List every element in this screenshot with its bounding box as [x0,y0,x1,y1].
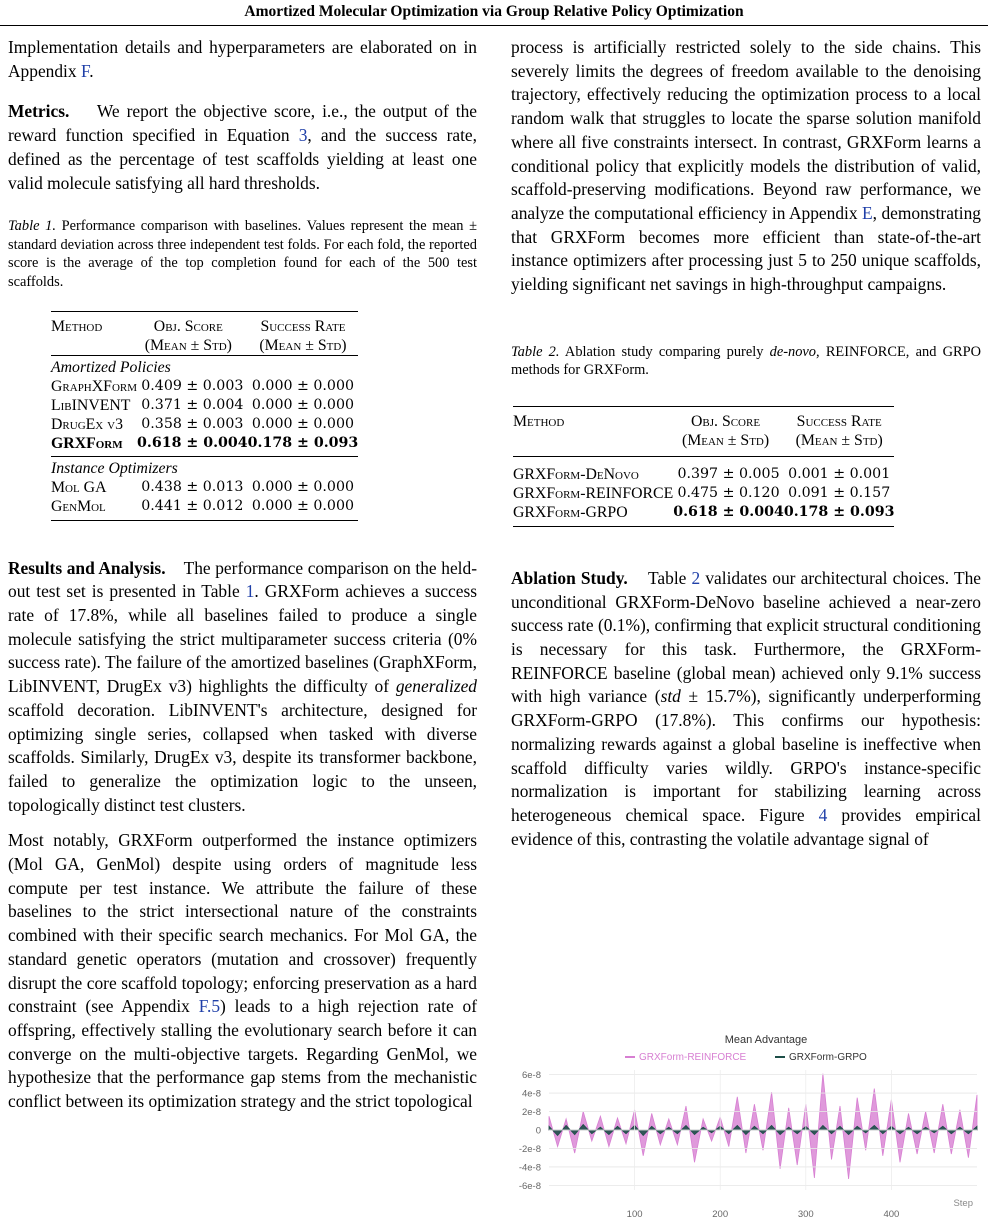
y-tick-label: 2e-8 [521,1107,541,1119]
table1-group-amortized: Amortized Policies [51,358,171,376]
table1-header-method: Method [51,317,103,335]
metrics-heading: Metrics. [8,101,70,122]
chart-title: Mean Advantage [724,1034,808,1046]
table-row: GRXForm-GRPO 0.618 ± 0.004 0.178 ± 0.093 [513,503,894,527]
x-tick-label: 300 [797,1209,814,1220]
chart-legend [625,1052,867,1063]
table1 [51,311,358,521]
table1-header-obj: Obj. Score (Mean ± Std) [144,317,232,354]
table1-caption: Table 1. Performance comparison with baselines. Values represent the mean ± standard deviation across three independent test folds. For each fold, the reported score is the average of the top completion found for each of the 500 test scaffolds. [8,218,477,290]
table2 [513,406,894,527]
left-column [8,36,477,1114]
table-row: Mol GA 0.438 ± 0.013 0.000 ± 0.000 [51,478,355,496]
legend-label-reinforce: GRXForm-REINFORCE [639,1052,747,1063]
appendix-f-link[interactable]: F [80,60,90,81]
results-paragraph: Results and Analysis. The performance comparison on the held-out test set is presented in Table 1. GRXForm achieves a success rate of 17.8%, while all baselines failed to produce a single molecule satisfying the strict multiparameter success criteria (0% success rate). The failure of the amortized baselines (GraphXForm, LibINVENT, DrugEx v3) highlights the difficulty of generalized scaffold decoration. LibINVENT's architecture, designed for optimizing single series, collapsed when tasked with diverse scaffolds. Similarly, DrugEx v3, despite its transformer backbone, failed to generalize the optimization logic to the unseen, topologically distinct test clusters. [8,557,477,815]
x-axis-label: Step [953,1198,973,1209]
table2-header-method: Method [513,412,565,430]
ablation-heading: Ablation Study. [511,567,628,588]
metrics-paragraph: Metrics. We report the objective score, i.e., the output of the reward function specified in Equation 3, and the success rate, defined as the percentage of test scaffolds yielding at least one valid molecule satisfying all hard thresholds. [8,101,477,193]
series-reinforce-area [549,1074,977,1179]
table-row: GenMol 0.441 ± 0.012 0.000 ± 0.000 [51,497,358,521]
y-tick-label: 6e-8 [521,1070,541,1082]
right-column [511,36,981,851]
y-tick-label: -6e-8 [518,1180,541,1192]
most-notably-paragraph: Most notably, GRXForm outperformed the instance optimizers (Mol GA, GenMol) despite using orders of magnitude less compute per test instance. We attribute the failure of these baselines to the strict intersectional nature of the constraints combined with their specific search mechanics. For Mol GA, the standard genetic operators (mutation and crossover) frequently disrupt the core scaffold topology; enforcing preservation as a hard constraint (see Appendix F.5) leads to a high rejection rate of offspring, effectively stalling the evolutionary search before it can converge on the multi-objective targets. Regarding GenMol, we hypothesize that the performance gap stems from the mechanistic conflict between its optimization strategy and the strict topological [8,830,477,1112]
x-tick-label: 200 [712,1209,729,1220]
chart-svg [511,1032,981,1223]
table2-caption: Table 2. Ablation study comparing purely de-novo, REINFORCE, and GRPO methods for GRXForm. [511,343,981,379]
running-header: Amortized Molecular Optimization via Group Relative Policy Optimization [244,3,744,20]
ablation-paragraph: Ablation Study. Table 2 validates our architectural choices. The unconditional GRXForm-DeNovo baseline achieved a near-zero success rate (0.1%), confirming that explicit structural conditioning is necessary for this task. Furthermore, the GRXForm-REINFORCE baseline (global mean) achieved only 9.1% success with high variance (std ± 15.7%), significantly underperforming GRXForm-GRPO (17.8%). This confirms our hypothesis: normalizing rewards against a global baseline is ineffective when scaffold difficulty varies wildly. GRPO's instance-specific normalization is important for stabilizing learning across heterogeneous chemical space. Figure 4 provides empirical evidence of this, contrasting the volatile advantage signal of [511,567,981,849]
table-row: GraphXForm 0.409 ± 0.003 0.000 ± 0.000 [51,377,355,395]
y-tick-label: -4e-8 [518,1162,541,1174]
continued-paragraph: process is artificially restricted solely to the side chains. This severely limits the degrees of freedom available to the denoising trajectory, effectively reducing the optimization process to a local random walk that struggles to locate the sparse solution manifold where all five constraints intersect. In contrast, GRXForm learns a conditional policy that explicitly models the distribution of valid, scaffold-preserving modifications. Beyond raw performance, we analyze the computational efficiency in Appendix E, demonstrating that GRXForm becomes more efficient than state-of-the-art instance optimizers after processing just 5 to 250 unique scaffolds, yielding significant net savings in high-throughput campaigns. [511,37,981,295]
x-tick-label: 100 [626,1209,643,1220]
table-row: GRXForm-REINFORCE 0.475 ± 0.120 0.091 ± 0.157 [513,484,891,502]
intro-paragraph: Implementation details and hyperparameters are elaborated on in Appendix F. [8,37,477,81]
table-2-link[interactable]: 2 [691,567,701,588]
table2-header-success: Success Rate (Mean ± Std) [795,412,883,449]
y-tick-label: 4e-8 [521,1088,541,1100]
table-row: DrugEx v3 0.358 ± 0.003 0.000 ± 0.000 [51,415,355,433]
table-1-link[interactable]: 1 [245,581,255,602]
table2-header-obj: Obj. Score (Mean ± Std) [681,412,770,449]
figure-4-link[interactable]: 4 [818,804,828,825]
table1-header-success: Success Rate (Mean ± Std) [259,317,347,354]
header-rule [0,25,988,26]
table-row: GRXForm 0.618 ± 0.004 0.178 ± 0.093 [51,434,359,452]
table-row: LibINVENT 0.371 ± 0.004 0.000 ± 0.000 [51,396,355,414]
legend-label-grpo: GRXForm-GRPO [789,1052,867,1063]
results-heading: Results and Analysis. [8,557,166,578]
mean-advantage-chart [511,1032,981,1223]
table1-group-instance: Instance Optimizers [51,459,178,477]
equation-3-link[interactable]: 3 [298,125,308,146]
x-tick-label: 400 [883,1209,900,1220]
appendix-e-link[interactable]: E [862,202,873,223]
y-tick-label: -2e-8 [518,1143,541,1155]
appendix-f5-link[interactable]: F.5 [198,996,221,1017]
y-tick-label: 0 [535,1125,541,1137]
table-row: GRXForm-DeNovo 0.397 ± 0.005 0.001 ± 0.001 [513,465,891,483]
